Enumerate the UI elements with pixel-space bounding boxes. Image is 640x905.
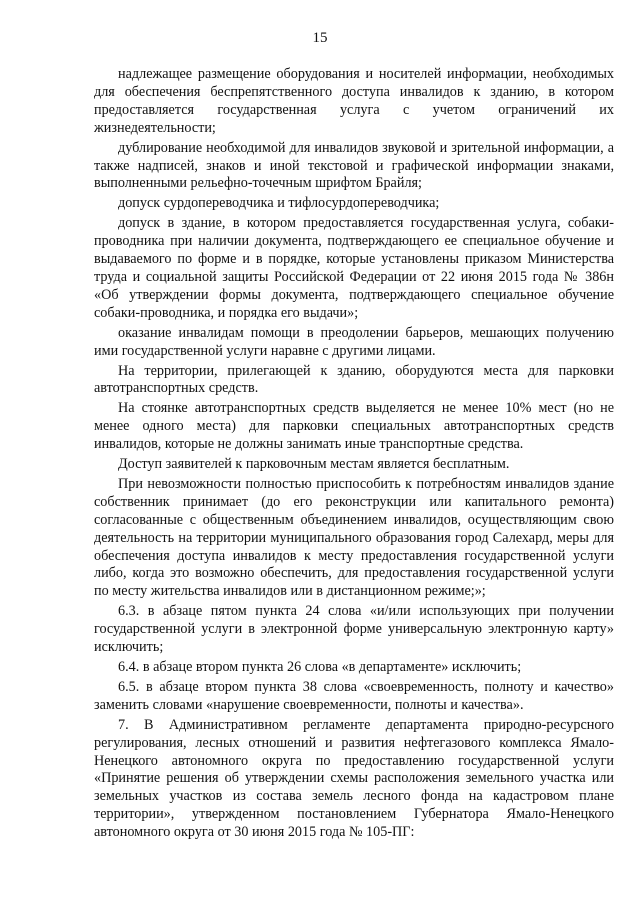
paragraph: надлежащее размещение оборудования и носителей информации, необходимых для обеспечения беспрепятственного доступа инвалидов к зданию, в котором предоставляется государственная услуга с учетом ограничений их жизнедеятельности; — [94, 66, 614, 136]
document-body — [94, 66, 614, 844]
paragraph: 6.4. в абзаце втором пункта 26 слова «в департаменте» исключить; — [118, 659, 522, 675]
paragraph: 6.5. в абзаце втором пункта 38 слова «своевременность, полноту и качество» заменить словами «нарушение своевременности, полноты и качества». — [94, 678, 614, 713]
paragraph: На стоянке автотранспортных средств выделяется не менее 10% мест (но не менее одного места) для парковки специальных автотранспортных средств инвалидов, которые не должны занимать иные транспортные средства. — [94, 400, 614, 453]
paragraph: 7. В Административном регламенте департамента природно-ресурсного регулирования, лесных отношений и развития нефтегазового комплекса Ямало-Ненецкого автономного округа по предоставлению государственной услуги «Принятие решения об утверждении схемы расположения земельного участка или земельных участков из состава земель лесного фонда на кадастровом плане территории», утвержденном постановлением Губернатора Ямало-Ненецкого автономного округа от 30 июня 2015 года № 105-ПГ: — [94, 716, 614, 841]
paragraph: На территории, прилегающей к зданию, оборудуются места для парковки автотранспортных средств. — [94, 362, 614, 397]
paragraph: оказание инвалидам помощи в преодолении барьеров, мешающих получению ими государственной услуги наравне с другими лицами. — [94, 324, 614, 359]
paragraph: При невозможности полностью приспособить к потребностям инвалидов здание собственник принимает (до его реконструкции или капитального ремонта) согласованные с общественным объединением инвалидов, осуществляющим свою деятельность на территории муниципального образования город Салехард, меры для обеспечения доступа инвалидов к месту предоставления государственной услуги либо, когда это возможно обеспечить, для предоставления государственной услуги по месту жительства инвалидов или в дистанционном режиме;»; — [94, 475, 614, 600]
paragraph: дублирование необходимой для инвалидов звуковой и зрительной информации, а также надписей, знаков и иной текстовой и графической информации знаками, выполненными рельефно-точечным шрифтом Брайля; — [94, 139, 614, 192]
page-number: 15 — [312, 30, 328, 46]
paragraph: Доступ заявителей к парковочным местам является бесплатным. — [118, 456, 510, 473]
paragraph: допуск сурдопереводчика и тифлосурдопереводчика; — [118, 195, 440, 212]
paragraph: 6.3. в абзаце пятом пункта 24 слова «и/или использующих при получении государственной услуги в электронной форме универсальную электронную карту» исключить; — [94, 603, 614, 656]
paragraph: допуск в здание, в котором предоставляется государственная услуга, собаки-проводника при наличии документа, подтверждающего ее специальное обучение и выдаваемого по форме и в порядке, которые установлены приказом Министерства труда и социальной защиты Российской Федерации от 22 июня 2015 года № 386н «Об утверждении формы документа, подтверждающего специальное обучение собаки-проводника, и порядка его выдачи»; — [94, 215, 614, 321]
